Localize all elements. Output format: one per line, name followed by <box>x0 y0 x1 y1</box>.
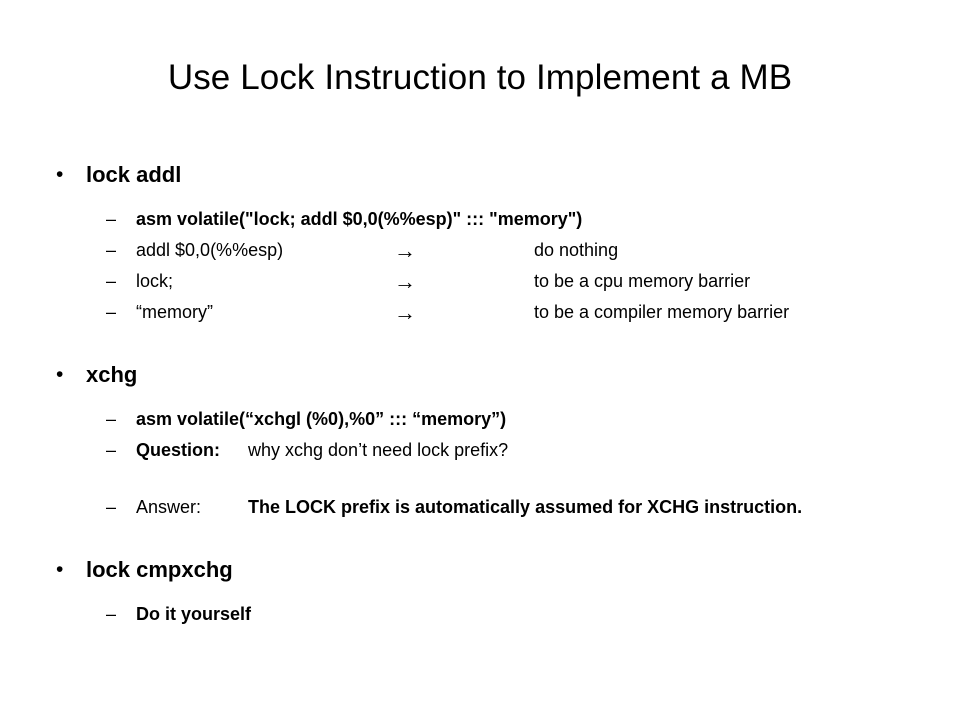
spacer <box>48 525 928 555</box>
sub-item-memory <box>106 299 928 326</box>
sub-item-answer <box>106 494 928 521</box>
spacer <box>48 587 928 601</box>
bullet-glyph-icon: • <box>56 163 64 186</box>
addl-instruction: addl $0,0(%%esp) <box>136 240 284 260</box>
memory-clobber: “memory” <box>136 302 213 322</box>
sub-item-row-lock <box>136 268 896 295</box>
bullet-item-lock-cmpxchg <box>48 555 928 585</box>
sub-item-do-it-yourself <box>106 601 928 628</box>
answer-label: Answer: <box>136 497 202 517</box>
bullet-item-xchg <box>48 360 928 390</box>
lock-instruction: lock; <box>136 271 174 291</box>
sub-item-asm-volatile-addl <box>106 206 928 233</box>
answer-text: The LOCK prefix is automatically assumed for XCHG instruction. <box>248 497 803 517</box>
sub-item-label-do-it-yourself: Do it yourself <box>136 604 252 624</box>
dash-glyph-icon: – <box>106 271 117 291</box>
arrow-icon: → <box>394 300 416 325</box>
bullet-item-lock-addl <box>48 160 928 190</box>
spacer <box>48 392 928 406</box>
dash-glyph-icon: – <box>106 604 117 624</box>
sub-item-lock <box>106 268 928 295</box>
question-row <box>136 437 508 464</box>
lock-description: to be a cpu memory barrier <box>534 271 751 291</box>
addl-description: do nothing <box>534 240 619 260</box>
sub-item-question <box>106 437 928 464</box>
question-text: why xchg don’t need lock prefix? <box>248 440 509 460</box>
bullet-label-lock-addl: lock addl <box>86 162 182 187</box>
sub-item-row-memory <box>136 299 896 326</box>
sub-item-label-asm-volatile-xchg: asm volatile(“xchgl (%0),%0” ::: “memory”) <box>136 409 507 429</box>
dash-glyph-icon: – <box>106 440 117 460</box>
sub-item-label-asm-volatile-addl: asm volatile("lock; addl $0,0(%%esp)" ::: "memory") <box>136 209 583 229</box>
answer-row <box>136 494 802 521</box>
slide-body <box>48 160 928 632</box>
bullet-label-xchg: xchg <box>86 362 138 387</box>
bullet-label-lock-cmpxchg: lock cmpxchg <box>86 557 233 582</box>
arrow-icon: → <box>394 238 416 263</box>
page-title: Use Lock Instruction to Implement a MB <box>167 58 793 97</box>
memory-description: to be a compiler memory barrier <box>534 302 790 322</box>
spacer <box>48 192 928 206</box>
arrow-icon: → <box>394 269 416 294</box>
dash-glyph-icon: – <box>106 209 117 229</box>
spacer <box>48 468 928 494</box>
sub-item-addl <box>106 237 928 264</box>
sub-item-asm-volatile-xchg <box>106 406 928 433</box>
dash-glyph-icon: – <box>106 409 117 429</box>
dash-glyph-icon: – <box>106 240 117 260</box>
question-label: Question: <box>136 440 220 460</box>
bullet-glyph-icon: • <box>56 558 64 581</box>
dash-glyph-icon: – <box>106 497 117 517</box>
spacer <box>48 330 928 360</box>
dash-glyph-icon: – <box>106 302 117 322</box>
sub-item-row-addl <box>136 237 896 264</box>
bullet-glyph-icon: • <box>56 363 64 386</box>
